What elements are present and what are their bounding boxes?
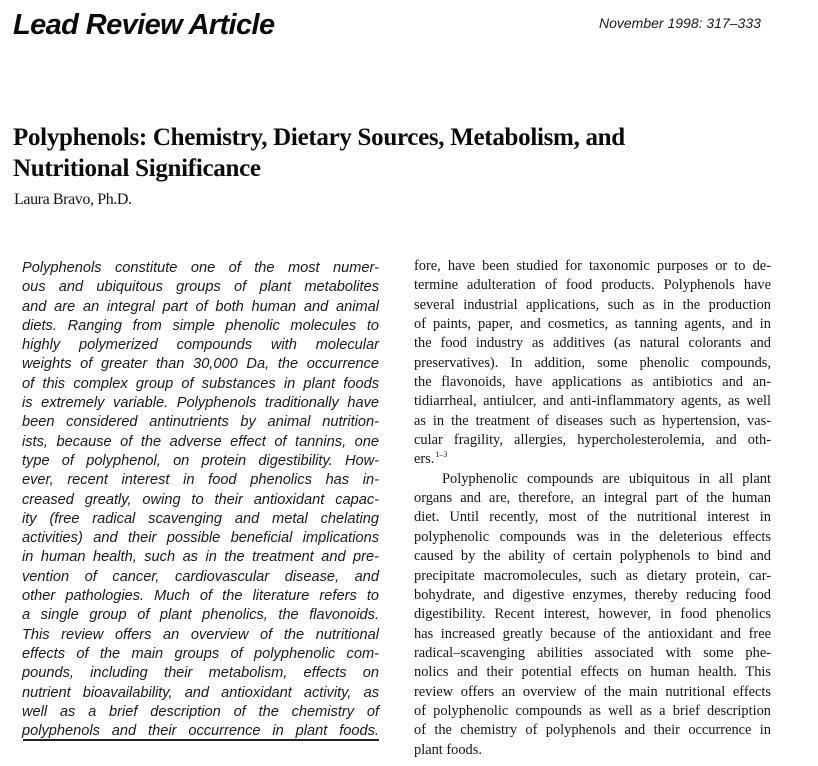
- body-text-column: [414, 257, 771, 760]
- abstract-line: polyphenols and their occurrence in plant foods.: [22, 723, 379, 740]
- abstract-line: a single group of plant phenolics, the flavonoids.: [22, 607, 379, 624]
- abstract-line: creased greatly, owing to their antioxidant capac-: [22, 491, 379, 508]
- body-line: as in the treatment of diseases such as hypertension, vas-: [414, 412, 771, 429]
- abstract-line: of this complex group of substances in plant foods: [22, 375, 379, 392]
- issue-info: November 1998: 317–333: [599, 15, 761, 31]
- abstract-line: and are an integral part of both human and animal: [22, 298, 379, 315]
- abstract-line: highly polymerized compounds with molecular: [22, 337, 379, 354]
- body-line: cular fragility, allergies, hypercholesterolemia, and oth-: [414, 432, 771, 449]
- author-name: Laura Bravo, Ph.D.: [14, 191, 132, 208]
- body-line: digestibility. Recent interest, however, in food phenolics: [414, 606, 771, 623]
- abstract-divider: [23, 739, 379, 741]
- abstract-line: been considered antinutrients by animal nutrition-: [22, 414, 379, 431]
- abstract-line: vention of cancer, cardiovascular disease, and: [22, 568, 379, 585]
- body-line: Polyphenolic compounds are ubiquitous in all plant: [442, 470, 771, 487]
- abstract: [22, 259, 379, 741]
- body-line: radical–scavenging abilities associated with some phe-: [414, 644, 771, 661]
- body-line-text: ers.: [414, 451, 435, 468]
- body-line: [414, 450, 771, 469]
- body-line: several industrial applications, such as in the production: [414, 296, 771, 313]
- body-line: fore, have been studied for taxonomic purposes or to de-: [414, 258, 771, 274]
- abstract-line: type of polyphenol, on protein digestibility. How-: [22, 452, 379, 469]
- article-title: [13, 122, 793, 184]
- body-line: plant foods.: [414, 741, 482, 758]
- body-line: polyphenolic compounds was in the deleterious effects: [414, 528, 771, 545]
- abstract-line: ous and ubiquitous groups of plant metabolites: [22, 279, 379, 296]
- abstract-line: well as a brief description of the chemistry of: [22, 703, 379, 720]
- abstract-line: ity (free radical scavenging and metal chelating: [22, 510, 379, 527]
- body-line: of polyphenolic compounds as well as a brief description: [414, 702, 771, 719]
- section-label: Lead Review Article: [13, 9, 275, 41]
- article-title-line: Polyphenols: Chemistry, Dietary Sources, Metabolism, and: [13, 124, 625, 151]
- abstract-line: is extremely variable. Polyphenols traditionally have: [22, 395, 379, 412]
- body-line: the flavonoids, have applications as antibiotics and an-: [414, 374, 771, 391]
- abstract-line: activities) and their possible beneficial implications: [22, 530, 379, 547]
- abstract-line: nutrient bioavailability, and antioxidant activity, as: [22, 684, 379, 701]
- body-line: preservatives). In addition, some phenolic compounds,: [414, 354, 771, 371]
- body-line: of the chemistry of polyphenols and their occurrence in: [414, 722, 771, 739]
- abstract-line: This review offers an overview of the nutritional: [22, 626, 379, 643]
- body-line: nolics and their potential effects on human health. This: [414, 664, 771, 681]
- abstract-line: effects of the main groups of polyphenolic com-: [22, 645, 379, 662]
- body-line: organs and are, therefore, an integral part of the human: [414, 490, 771, 507]
- abstract-line: ever, recent interest in food phenolics has in-: [22, 472, 379, 489]
- body-paragraph-2: [414, 470, 771, 760]
- body-line: of paints, paper, and cosmetics, as tanning agents, and in: [414, 316, 771, 333]
- abstract-line: Polyphenols constitute one of the most numer-: [22, 260, 379, 276]
- abstract-line: weights of greater than 30,000 Da, the occurrence: [22, 356, 379, 373]
- body-line: diet. Until recently, most of the nutritional interest in: [414, 509, 771, 526]
- abstract-line: diets. Ranging from simple phenolic molecules to: [22, 317, 379, 334]
- body-line: review offers an overview of the main nutritional effects: [414, 683, 771, 700]
- abstract-line: other pathologies. Much of the literature refers to: [22, 588, 379, 605]
- body-paragraph-1: [414, 257, 771, 470]
- body-line: caused by the ability of certain polyphenols to bind and: [414, 548, 771, 565]
- body-line: the food industry as additives (as natural colorants and: [414, 335, 771, 352]
- citation-reference[interactable]: 1–3: [435, 450, 448, 460]
- body-line: tidiarrheal, antiulcer, and anti-inflammatory agents, as well: [414, 393, 771, 410]
- body-line: has increased greatly because of the antioxidant and free: [414, 625, 771, 642]
- abstract-line: in human health, such as in the treatment and pre-: [22, 549, 379, 566]
- abstract-line: ists, because of the adverse effect of tannins, one: [22, 433, 379, 450]
- body-line: precipitate macromolecules, such as dietary protein, car-: [414, 567, 771, 584]
- body-line: termine adulteration of food products. Polyphenols have: [414, 277, 771, 294]
- body-line: bohydrate, and digestive enzymes, thereby reducing food: [414, 586, 771, 603]
- abstract-line: pounds, including their metabolism, effects on: [22, 665, 379, 682]
- article-title-line: Nutritional Significance: [13, 155, 261, 182]
